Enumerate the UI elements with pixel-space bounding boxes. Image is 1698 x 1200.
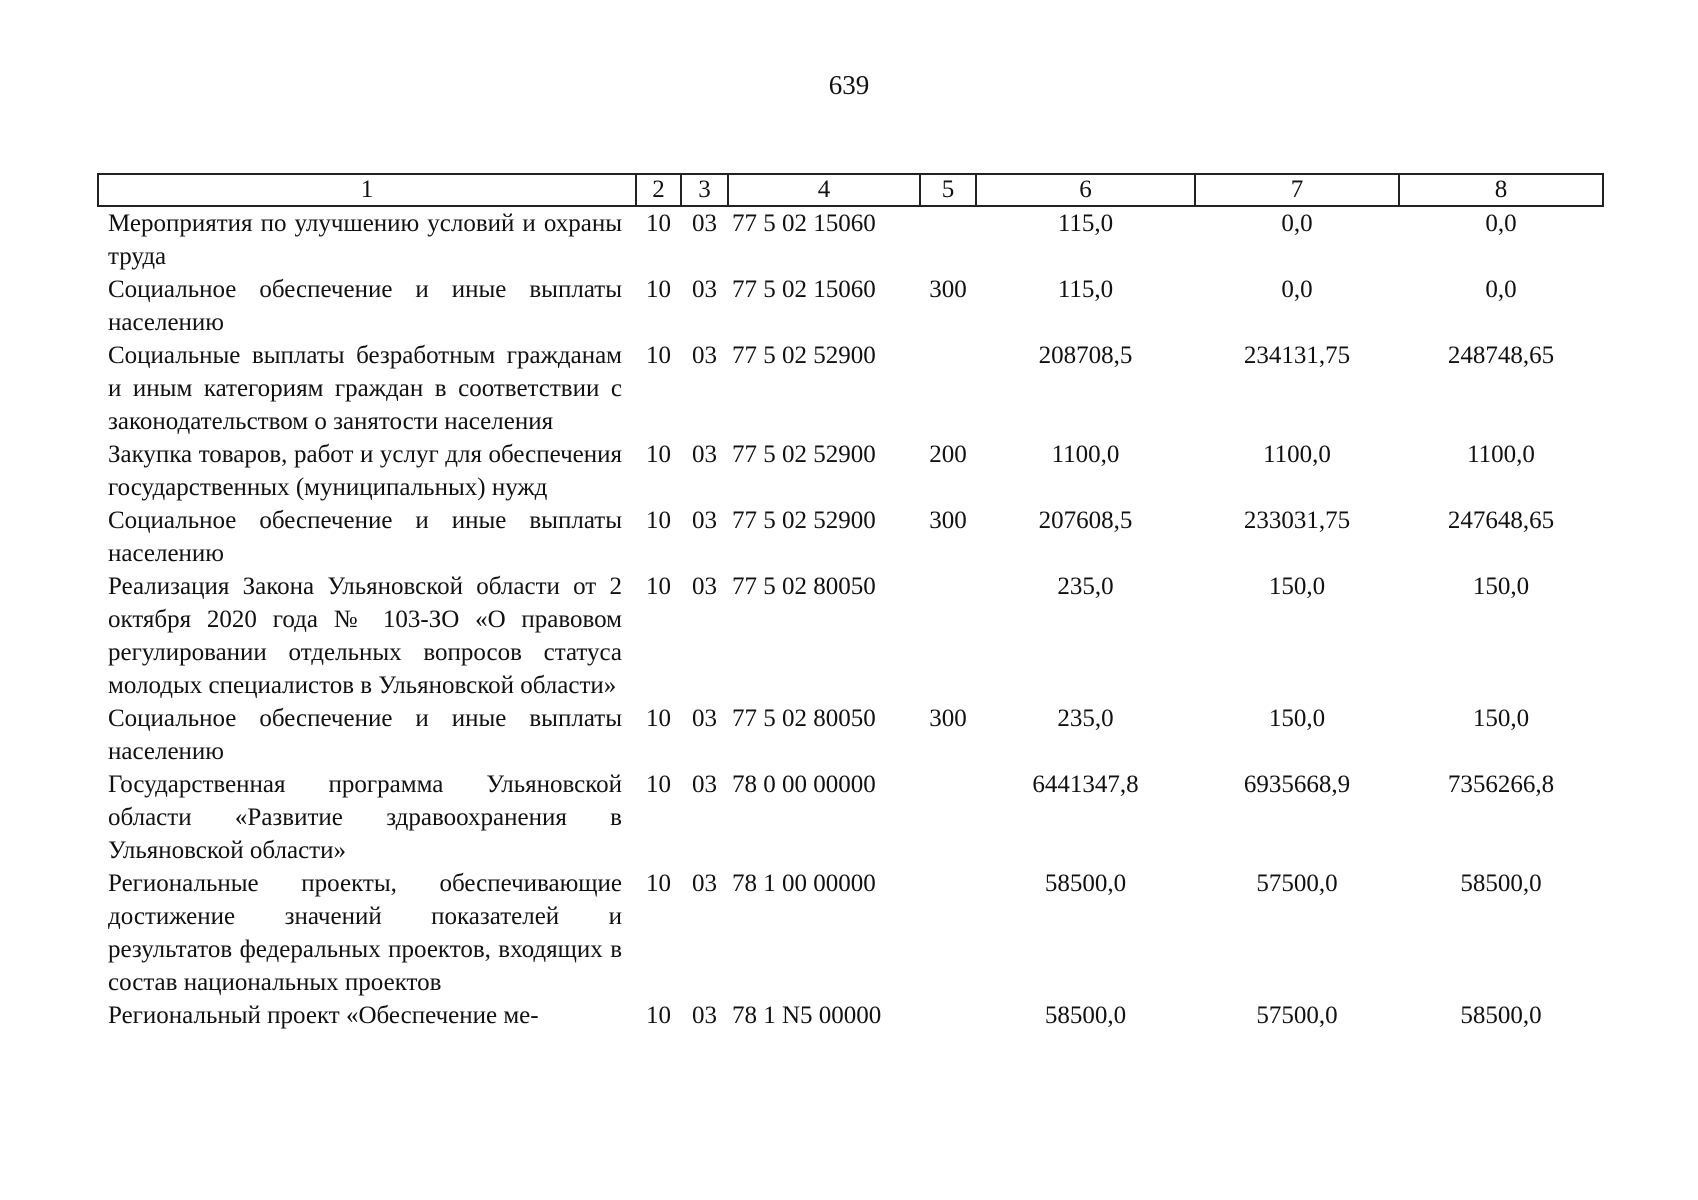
row-amount-col6-cell: 58500,0 [1044, 1002, 1127, 1029]
column-header-7: 7 [1195, 174, 1399, 206]
row-amount-col8-cell: 150,0 [1472, 705, 1530, 732]
row-amount-col7-cell: 6935668,9 [1243, 771, 1351, 798]
row-target-article-cell: 77 5 02 52900 [732, 507, 876, 534]
row-expense-type-cell [920, 570, 976, 702]
row-amount-col6-cell: 207608,5 [1038, 507, 1133, 534]
row-amount-col7-cell: 57500,0 [1256, 1002, 1338, 1029]
row-section-cell: 10 [646, 342, 671, 369]
row-target-article-cell: 78 1 N5 00000 [732, 1002, 882, 1029]
row-subsection-cell: 03 [692, 771, 717, 798]
row-amount-col7-cell: 234131,75 [1243, 342, 1351, 369]
row-expense-type-cell [920, 867, 976, 999]
table-row [98, 273, 1603, 339]
row-amount-col8-cell: 58500,0 [1460, 870, 1542, 897]
row-name-cell: Реализация Закона Ульяновской области от 2 октября 2020 года № 103-ЗО «О правовом регулировании отдельных вопросов статуса молодых специалистов в Ульяновской области» [108, 573, 622, 699]
row-name-cell: Закупка товаров, работ и услуг для обеспечения государственных (муниципальных) нужд [108, 441, 622, 501]
row-target-article-cell: 77 5 02 80050 [732, 705, 876, 732]
table-header-row [98, 174, 1603, 206]
row-name-cell: Мероприятия по улучшению условий и охраны труда [108, 210, 622, 270]
row-subsection-cell: 03 [692, 441, 717, 468]
row-amount-col8-cell: 7356266,8 [1447, 771, 1555, 798]
row-target-article-cell: 77 5 02 15060 [732, 210, 876, 237]
row-amount-col7-cell: 233031,75 [1243, 507, 1351, 534]
table-row [98, 504, 1603, 570]
row-amount-col7-cell: 0,0 [1281, 276, 1313, 303]
table-row [98, 339, 1603, 438]
row-target-article-cell: 77 5 02 52900 [732, 342, 876, 369]
row-amount-col7-cell: 1100,0 [1263, 441, 1331, 468]
column-header-5: 5 [920, 174, 976, 206]
row-amount-col8-cell: 1100,0 [1467, 441, 1535, 468]
table-body [98, 206, 1603, 1032]
table-row [98, 206, 1603, 273]
row-subsection-cell: 03 [692, 870, 717, 897]
row-amount-col7-cell: 150,0 [1268, 573, 1326, 600]
row-amount-col6-cell: 115,0 [1057, 210, 1114, 237]
row-name-cell: Региональный проект «Обеспечение ме- [108, 1002, 539, 1029]
column-header-3: 3 [681, 174, 728, 206]
row-name-cell: Социальное обеспечение и иные выплаты населению [108, 276, 622, 336]
row-section-cell: 10 [646, 507, 671, 534]
row-name-cell: Региональные проекты, обеспечивающие достижение значений показателей и результатов федеральных проектов, входящих в состав национальных проектов [108, 870, 622, 996]
column-header-6: 6 [976, 174, 1195, 206]
row-section-cell: 10 [646, 210, 671, 237]
row-name-cell: Социальные выплаты безработным гражданам и иным категориям граждан в соответствии с законодательством о занятости населения [108, 342, 622, 435]
row-expense-type-cell [920, 339, 976, 438]
row-amount-col6-cell: 115,0 [1057, 276, 1114, 303]
row-subsection-cell: 03 [692, 276, 717, 303]
row-section-cell: 10 [646, 705, 671, 732]
row-subsection-cell: 03 [692, 342, 717, 369]
row-expense-type-cell: 300 [929, 276, 967, 303]
row-section-cell: 10 [646, 441, 671, 468]
row-section-cell: 10 [646, 573, 671, 600]
row-amount-col8-cell: 58500,0 [1460, 1002, 1542, 1029]
table-row [98, 768, 1603, 867]
column-header-1: 1 [98, 174, 636, 206]
table-row [98, 438, 1603, 504]
row-amount-col8-cell: 248748,65 [1447, 342, 1555, 369]
row-section-cell: 10 [646, 1002, 671, 1029]
row-amount-col6-cell: 58500,0 [1044, 870, 1127, 897]
row-subsection-cell: 03 [692, 705, 717, 732]
column-header-8: 8 [1399, 174, 1603, 206]
row-target-article-cell: 77 5 02 52900 [732, 441, 876, 468]
row-expense-type-cell: 300 [929, 507, 967, 534]
row-section-cell: 10 [646, 276, 671, 303]
row-target-article-cell: 78 0 00 00000 [732, 771, 876, 798]
row-section-cell: 10 [646, 771, 671, 798]
row-expense-type-cell [920, 206, 976, 273]
row-name-cell: Социальное обеспечение и иные выплаты населению [108, 705, 622, 765]
row-expense-type-cell [920, 768, 976, 867]
row-amount-col8-cell: 0,0 [1485, 210, 1517, 237]
row-subsection-cell: 03 [692, 1002, 717, 1029]
table-row [98, 867, 1603, 999]
row-expense-type-cell: 300 [929, 705, 967, 732]
column-header-4: 4 [728, 174, 920, 206]
row-expense-type-cell [920, 999, 976, 1032]
row-subsection-cell: 03 [692, 573, 717, 600]
row-amount-col6-cell: 235,0 [1057, 705, 1114, 732]
row-amount-col8-cell: 0,0 [1485, 276, 1517, 303]
row-name-cell: Социальное обеспечение и иные выплаты населению [108, 507, 622, 567]
page-number: 639 [828, 70, 870, 100]
row-amount-col8-cell: 247648,65 [1447, 507, 1555, 534]
row-subsection-cell: 03 [692, 210, 717, 237]
row-target-article-cell: 78 1 00 00000 [732, 870, 876, 897]
row-amount-col6-cell: 1100,0 [1051, 441, 1120, 468]
row-amount-col7-cell: 0,0 [1281, 210, 1313, 237]
row-amount-col7-cell: 57500,0 [1256, 870, 1338, 897]
row-target-article-cell: 77 5 02 15060 [732, 276, 876, 303]
table-row [98, 570, 1603, 702]
row-section-cell: 10 [646, 870, 671, 897]
row-expense-type-cell: 200 [929, 441, 967, 468]
table-row [98, 999, 1603, 1032]
row-subsection-cell: 03 [692, 507, 717, 534]
row-amount-col6-cell: 235,0 [1057, 573, 1114, 600]
column-header-2: 2 [636, 174, 681, 206]
row-target-article-cell: 77 5 02 80050 [732, 573, 876, 600]
table-row [98, 702, 1603, 768]
row-amount-col6-cell: 6441347,8 [1032, 771, 1139, 798]
row-amount-col6-cell: 208708,5 [1038, 342, 1133, 369]
budget-table [97, 173, 1604, 1032]
row-name-cell: Государственная программа Ульяновской области «Развитие здравоохранения в Ульяновской области» [108, 771, 622, 864]
row-amount-col8-cell: 150,0 [1472, 573, 1530, 600]
row-amount-col7-cell: 150,0 [1268, 705, 1326, 732]
